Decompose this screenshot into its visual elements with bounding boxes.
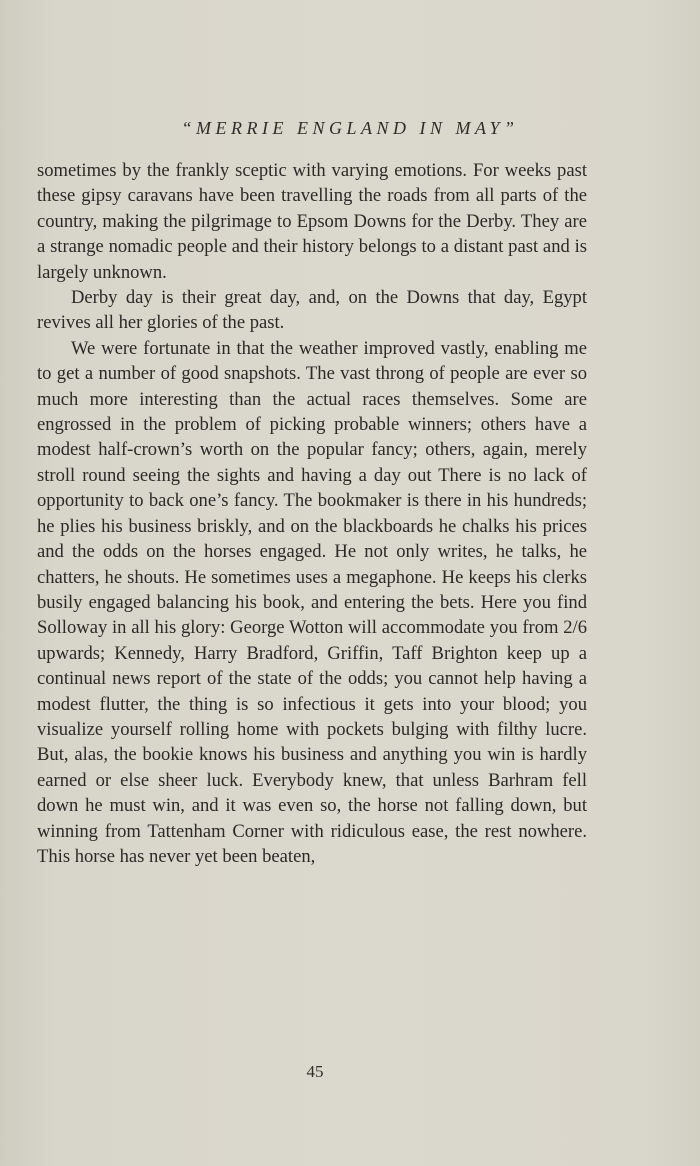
paragraph-weather: We were fortunate in that the weather improved vastly, enabling me to get a number of good snapshots. The vast throng of people are ever so much more interesting than the actual races themselves. Some are engrossed in the problem of picking probable winners; others have a modest half-crown’s worth on the popular fancy; others, again, merely stroll round seeing the sights and having a day out There is no lack of opportunity to back one’s fancy. The bookmaker is there in his hundreds; he plies his business briskly, and on the blackboards he chalks his prices and the odds on the horses engaged. He not only writes, he talks, he chatters, he shouts. He sometimes uses a megaphone. He keeps his clerks busily engaged balancing his book, and entering the bets. Here you find Solloway in all his glory: George Wotton will accommodate you from 2/6 upwards; Kennedy, Harry Bradford, Griffin, Taff Brighton keep up a continual news report of the state of the odds; you cannot help having a modest flutter, the thing is so infectious it gets into your blood; you visualize yourself rolling home with pockets bulging with filthy lucre. But, alas, the bookie knows his business and anything you win is hardly earned or else sheer luck. Everybody knew, that unless Barhram fell down he must win, and it was even so, the horse not falling down, but winning from Tattenham Corner with ridiculous ease, the rest nowhere. This horse has never yet been beaten, xyxy=(37,337,587,867)
paragraph-derby-day: Derby day is their great day, and, on the Downs that day, Egypt revives all her glories of the past. xyxy=(37,287,587,334)
page-number: 45 xyxy=(306,1062,324,1081)
paragraph-continuation: sometimes by the frankly sceptic with varying emotions. For weeks past these gipsy caravans have been travelling the roads from all parts of the country, making the pilgrimage to Epsom Downs for the Derby. They are a strange nomadic people and their history belongs to a distant past and is largely unknown. xyxy=(37,160,587,283)
running-head: “MERRIE ENGLAND IN MAY” xyxy=(181,118,519,138)
body-text xyxy=(37,158,587,869)
